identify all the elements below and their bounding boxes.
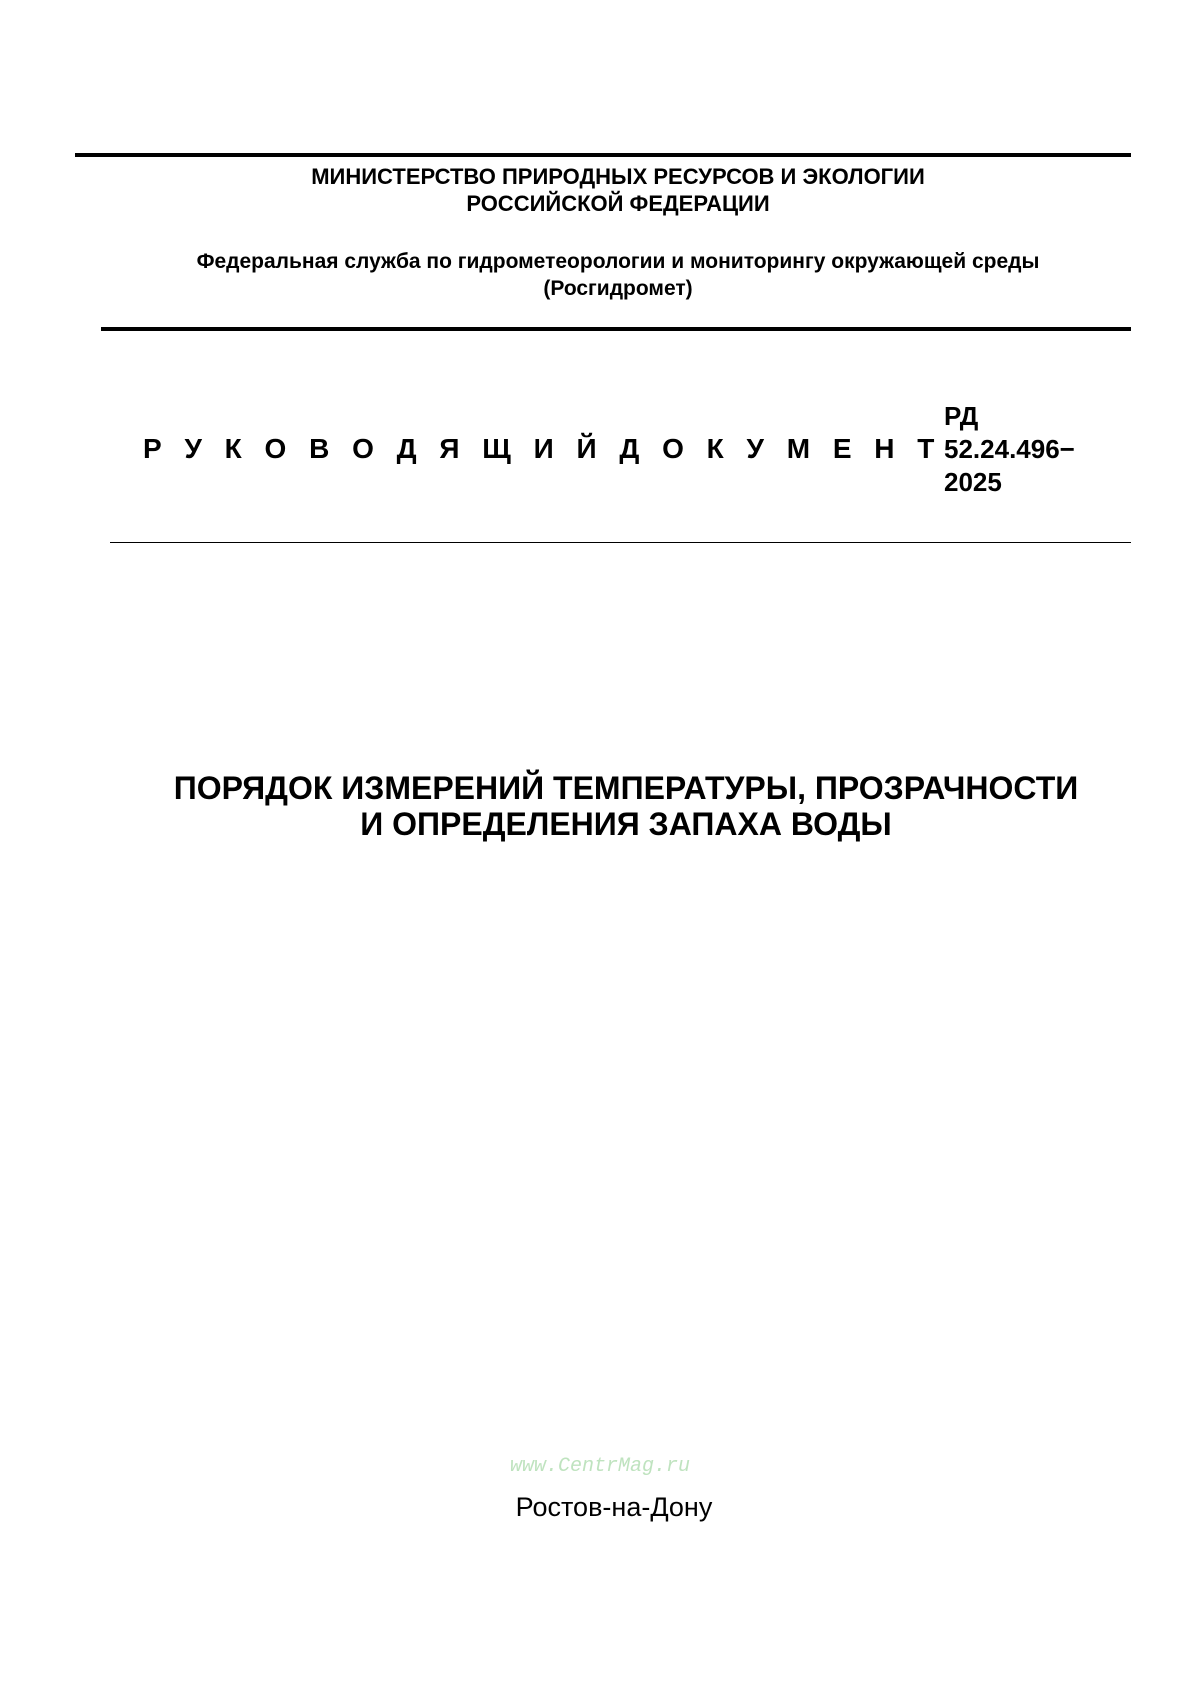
document-number-line-2: 52.24.496− (944, 434, 1075, 464)
service-name-line-2: (Росгидромет) (543, 277, 693, 300)
document-number-line-1: РД (944, 401, 979, 431)
document-type-divider (110, 542, 1131, 543)
ministry-name-line-2: РОССИЙСКОЙ ФЕДЕРАЦИИ (466, 191, 770, 216)
document-title-line-1: ПОРЯДОК ИЗМЕРЕНИЙ ТЕМПЕРАТУРЫ, ПРОЗРАЧНОСТИ (173, 770, 1079, 806)
ministry-name-line-1: МИНИСТЕРСТВО ПРИРОДНЫХ РЕСУРСОВ И ЭКОЛОГИИ (311, 164, 925, 189)
watermark-text: www.CentrMag.ru (509, 1455, 691, 1478)
service-name-line-1: Федеральная служба по гидрометеорологии и мониторингу окружающей среды (196, 250, 1040, 273)
publication-city: Ростов-на-Дону (515, 1492, 713, 1522)
document-type-heading: Р У К О В О Д Я Щ И Й Д О К У М Е Н Т (143, 433, 942, 464)
top-divider (75, 153, 1131, 157)
document-number-line-3: 2025 (944, 467, 1002, 497)
document-title-line-2: И ОПРЕДЕЛЕНИЯ ЗАПАХА ВОДЫ (360, 806, 892, 842)
document-number (944, 400, 1075, 499)
header-divider (101, 327, 1131, 331)
